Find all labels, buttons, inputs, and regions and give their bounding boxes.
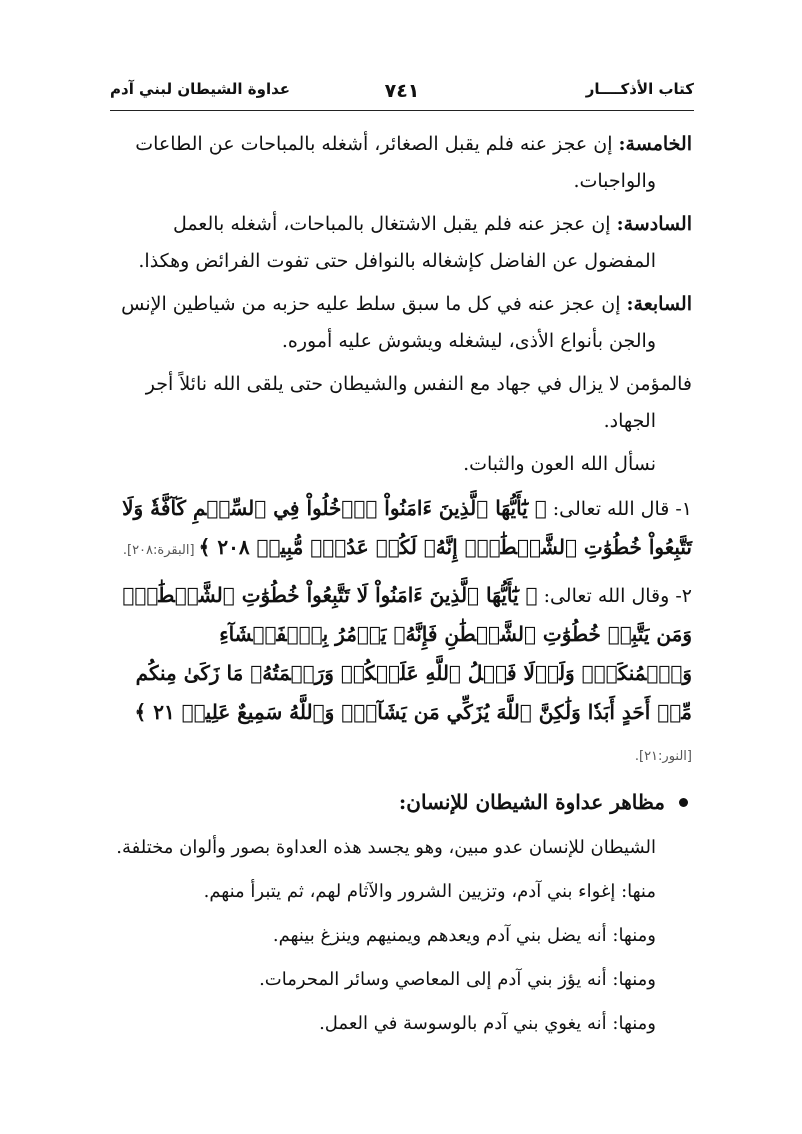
page-body — [110, 126, 692, 1050]
paragraph-fifth — [110, 126, 692, 200]
verse-1 — [110, 489, 692, 570]
verse-1-intro: ١- قال الله تعالى: — [546, 498, 692, 520]
verse-2-ref: [النور:٢١]. — [634, 749, 692, 764]
paragraph-mumin: فالمؤمن لا يزال في جهاد مع النفس والشيطان حتى يلقى الله نائلاً أجر الجهاد. — [145, 373, 692, 432]
section-item: منها: إغواء بني آدم، وتزيين الشرور والآثام لهم، ثم يتبرأ منهم. — [203, 881, 656, 902]
book-title: كتاب الأذكــــار — [585, 80, 694, 98]
bullet-icon — [679, 798, 688, 807]
sixth-text: إن عجز عنه فلم يقبل الاشتغال بالمباحات، أشغله بالعمل المفضول عن الفاضل كإشغاله بالنوافل حتى تفوت الفرائض وهكذا. — [138, 213, 656, 272]
section-heading-text: مظاهر عداوة الشيطان للإنسان: — [398, 790, 665, 814]
section-item: ومنها: أنه يؤز بني آدم إلى المعاصي وسائر المحرمات. — [259, 969, 656, 990]
verse-1-ref: [البقرة:٢٠٨]. — [122, 543, 199, 558]
paragraph-dua: نسأل الله العون والثبات. — [463, 453, 656, 475]
sixth-label: السادسة: — [616, 213, 692, 235]
paragraph-sixth — [110, 206, 692, 280]
fifth-text: إن عجز عنه فلم يقبل الصغائر، أشغله بالمباحات عن الطاعات والواجبات. — [135, 133, 656, 192]
verse-1-text: ﴿ يَٰٓأَيُّهَا ٱلَّذِينَ ءَامَنُواْ ٱدۡخُلُواْ فِي ٱلسِّلۡمِ كَآفَّةٗ وَلَا تَتَّبِعُواْ خُطُوَٰتِ ٱلشَّيۡطَٰنِۚ إِنَّهُۥ لَكُمۡ عَدُوّٞ مُّبِينٞ ٢٠٨ ﴾ — [122, 496, 692, 559]
section-item: ومنها: أنه يضل بني آدم ويعدهم ويمنيهم وينزغ بينهم. — [272, 925, 656, 946]
paragraph-seventh — [110, 286, 692, 360]
page-number: ٧٤١ — [384, 80, 420, 102]
verse-2-text: ﴿ يَٰٓأَيُّهَا ٱلَّذِينَ ءَامَنُواْ لَا تَتَّبِعُواْ خُطُوَٰتِ ٱلشَّيۡطَٰنِۚ وَمَن يَتَّبِعۡ خُطُوَٰتِ ٱلشَّيۡطَٰنِ فَإِنَّهُۥ يَأۡمُرُ بِٱلۡفَحۡشَآءِ وَٱلۡمُنكَرِۚ وَلَوۡلَا فَضۡلُ ٱللَّهِ عَلَيۡكُمۡ وَرَحۡمَتُهُۥ مَا زَكَىٰ مِنكُم مِّنۡ أَحَدٍ أَبَدٗا وَلَٰكِنَّ ٱللَّهَ يُزَكِّي مَن يَشَآءُۗ وَٱللَّهُ سَمِيعٌ عَلِيمٞ ٢١ ﴾ — [122, 583, 692, 724]
header-divider — [110, 110, 694, 111]
verse-2 — [110, 576, 692, 776]
section-intro: الشيطان للإنسان عدو مبين، وهو يجسد هذه العداوة بصور وألوان مختلفة. — [116, 837, 656, 858]
section-heading — [110, 782, 692, 822]
seventh-label: السابعة: — [626, 293, 692, 315]
chapter-title: عداوة الشيطان لبني آدم — [110, 80, 290, 98]
fifth-label: الخامسة: — [618, 133, 692, 155]
seventh-text: إن عجز عنه في كل ما سبق سلط عليه حزبه من شياطين الإنس والجن بأنواع الأذى، ليشغله ويشوش عليه أموره. — [121, 293, 656, 352]
page-header — [110, 80, 694, 108]
section-item: ومنها: أنه يغوي بني آدم بالوسوسة في العمل. — [319, 1013, 656, 1034]
verse-2-intro: ٢- وقال الله تعالى: — [537, 585, 692, 607]
